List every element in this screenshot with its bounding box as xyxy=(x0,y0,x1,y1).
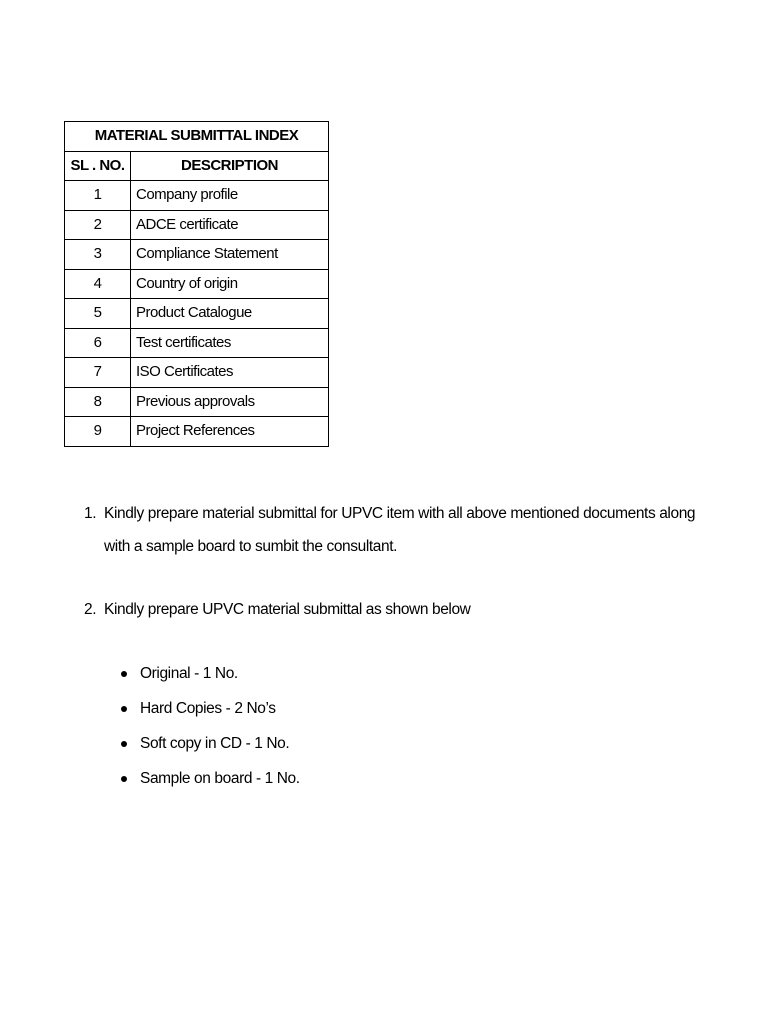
table-header-row xyxy=(65,151,329,181)
row-description: Compliance Statement xyxy=(131,240,329,270)
row-description: Project References xyxy=(131,417,329,447)
instruction-item xyxy=(84,497,724,563)
row-description: ISO Certificates xyxy=(131,358,329,388)
list-item xyxy=(120,764,300,799)
bullet-icon xyxy=(121,741,127,747)
row-number: 5 xyxy=(65,299,131,329)
instruction-text: Kindly prepare material submittal for UPVC item with all above mentioned documents along with a sample board to sumbit the consultant. xyxy=(104,505,696,555)
instruction-item xyxy=(84,593,724,626)
table-row xyxy=(65,417,329,447)
table-row xyxy=(65,240,329,270)
row-number: 9 xyxy=(65,417,131,447)
instruction-text: Kindly prepare UPVC material submittal as shown below xyxy=(104,601,471,618)
list-item-text: Original - 1 No. xyxy=(140,665,238,682)
instruction-number: 2. xyxy=(84,601,97,618)
table-row xyxy=(65,299,329,329)
row-description: Product Catalogue xyxy=(131,299,329,329)
row-description: Test certificates xyxy=(131,328,329,358)
material-submittal-index-table xyxy=(64,121,329,447)
list-item-text: Soft copy in CD - 1 No. xyxy=(140,735,290,752)
row-number: 1 xyxy=(65,181,131,211)
copies-bullet-list xyxy=(120,659,300,799)
row-number: 7 xyxy=(65,358,131,388)
row-description: Country of origin xyxy=(131,269,329,299)
list-item-text: Hard Copies - 2 No’s xyxy=(140,700,276,717)
instruction-number: 1. xyxy=(84,505,97,522)
table-row xyxy=(65,328,329,358)
bullet-icon xyxy=(121,671,127,677)
list-item-text: Sample on board - 1 No. xyxy=(140,770,300,787)
list-item xyxy=(120,659,300,694)
row-number: 8 xyxy=(65,387,131,417)
instruction-list xyxy=(84,497,724,626)
table-row xyxy=(65,387,329,417)
bullet-icon xyxy=(121,776,127,782)
row-number: 4 xyxy=(65,269,131,299)
row-number: 6 xyxy=(65,328,131,358)
table-row xyxy=(65,210,329,240)
column-header-description: DESCRIPTION xyxy=(131,151,329,181)
table-title: MATERIAL SUBMITTAL INDEX xyxy=(65,122,329,152)
row-number: 2 xyxy=(65,210,131,240)
table-title-row xyxy=(65,122,329,152)
row-description: Previous approvals xyxy=(131,387,329,417)
row-number: 3 xyxy=(65,240,131,270)
table-row xyxy=(65,181,329,211)
table-row xyxy=(65,358,329,388)
spacer xyxy=(84,563,724,593)
list-item xyxy=(120,694,300,729)
list-item xyxy=(120,729,300,764)
bullet-icon xyxy=(121,706,127,712)
table-row xyxy=(65,269,329,299)
column-header-sl-no: SL . NO. xyxy=(65,151,131,181)
row-description: ADCE certificate xyxy=(131,210,329,240)
row-description: Company profile xyxy=(131,181,329,211)
